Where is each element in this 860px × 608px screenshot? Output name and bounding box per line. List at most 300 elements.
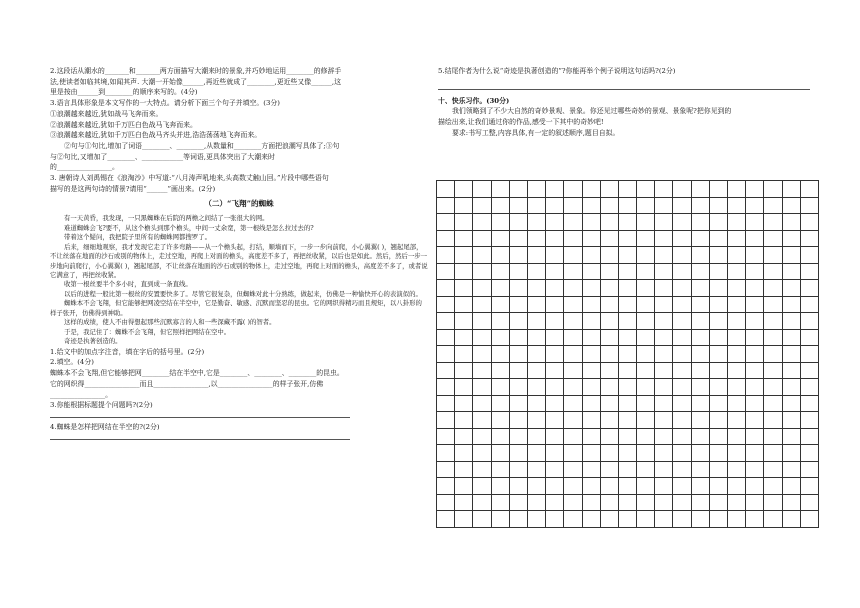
grid-cell[interactable]	[455, 197, 473, 214]
grid-cell[interactable]	[618, 181, 636, 198]
grid-cell[interactable]	[637, 280, 655, 297]
grid-cell[interactable]	[709, 494, 727, 511]
grid-cell[interactable]	[764, 214, 782, 231]
grid-cell[interactable]	[473, 428, 491, 445]
grid-cell[interactable]	[582, 395, 600, 412]
grid-cell[interactable]	[473, 346, 491, 363]
grid-cell[interactable]	[473, 445, 491, 462]
grid-cell[interactable]	[673, 346, 691, 363]
grid-cell[interactable]	[673, 412, 691, 429]
grid-cell[interactable]	[691, 263, 709, 280]
grid-cell[interactable]	[637, 197, 655, 214]
grid-cell[interactable]	[691, 197, 709, 214]
grid-cell[interactable]	[582, 412, 600, 429]
grid-cell[interactable]	[691, 461, 709, 478]
grid-cell[interactable]	[655, 346, 673, 363]
grid-cell[interactable]	[764, 362, 782, 379]
grid-cell[interactable]	[564, 494, 582, 511]
grid-cell[interactable]	[455, 181, 473, 198]
grid-cell[interactable]	[437, 181, 455, 198]
grid-cell[interactable]	[564, 181, 582, 198]
grid-cell[interactable]	[728, 214, 746, 231]
grid-cell[interactable]	[800, 478, 818, 495]
grid-cell[interactable]	[564, 478, 582, 495]
grid-cell[interactable]	[491, 379, 509, 396]
grid-cell[interactable]	[437, 214, 455, 231]
grid-cell[interactable]	[655, 214, 673, 231]
grid-cell[interactable]	[527, 181, 545, 198]
grid-cell[interactable]	[582, 296, 600, 313]
grid-cell[interactable]	[618, 511, 636, 528]
grid-cell[interactable]	[455, 494, 473, 511]
grid-cell[interactable]	[491, 329, 509, 346]
grid-cell[interactable]	[728, 313, 746, 330]
grid-cell[interactable]	[764, 280, 782, 297]
grid-cell[interactable]	[746, 197, 764, 214]
grid-cell[interactable]	[564, 395, 582, 412]
grid-cell[interactable]	[455, 395, 473, 412]
grid-cell[interactable]	[546, 247, 564, 264]
grid-cell[interactable]	[473, 197, 491, 214]
grid-cell[interactable]	[600, 214, 618, 231]
grid-cell[interactable]	[564, 247, 582, 264]
grid-cell[interactable]	[546, 329, 564, 346]
grid-cell[interactable]	[655, 428, 673, 445]
grid-cell[interactable]	[764, 230, 782, 247]
grid-cell[interactable]	[655, 362, 673, 379]
grid-cell[interactable]	[473, 379, 491, 396]
grid-cell[interactable]	[582, 445, 600, 462]
grid-cell[interactable]	[782, 197, 800, 214]
grid-cell[interactable]	[764, 494, 782, 511]
grid-cell[interactable]	[782, 478, 800, 495]
grid-cell[interactable]	[618, 346, 636, 363]
grid-cell[interactable]	[746, 445, 764, 462]
grid-cell[interactable]	[564, 214, 582, 231]
grid-cell[interactable]	[455, 346, 473, 363]
grid-cell[interactable]	[709, 445, 727, 462]
grid-cell[interactable]	[473, 247, 491, 264]
grid-cell[interactable]	[673, 247, 691, 264]
grid-cell[interactable]	[746, 511, 764, 528]
grid-cell[interactable]	[709, 412, 727, 429]
grid-cell[interactable]	[491, 263, 509, 280]
grid-cell[interactable]	[527, 478, 545, 495]
grid-cell[interactable]	[746, 313, 764, 330]
grid-cell[interactable]	[437, 511, 455, 528]
grid-cell[interactable]	[746, 362, 764, 379]
grid-cell[interactable]	[600, 511, 618, 528]
grid-cell[interactable]	[655, 247, 673, 264]
grid-cell[interactable]	[655, 280, 673, 297]
grid-cell[interactable]	[673, 379, 691, 396]
grid-cell[interactable]	[455, 296, 473, 313]
grid-cell[interactable]	[491, 181, 509, 198]
grid-cell[interactable]	[564, 428, 582, 445]
grid-cell[interactable]	[746, 214, 764, 231]
grid-cell[interactable]	[728, 362, 746, 379]
grid-cell[interactable]	[728, 478, 746, 495]
grid-cell[interactable]	[637, 478, 655, 495]
grid-cell[interactable]	[691, 247, 709, 264]
grid-cell[interactable]	[473, 511, 491, 528]
grid-cell[interactable]	[728, 511, 746, 528]
grid-cell[interactable]	[746, 296, 764, 313]
grid-cell[interactable]	[437, 230, 455, 247]
grid-cell[interactable]	[582, 214, 600, 231]
grid-cell[interactable]	[473, 313, 491, 330]
grid-cell[interactable]	[728, 247, 746, 264]
grid-cell[interactable]	[764, 296, 782, 313]
grid-cell[interactable]	[673, 263, 691, 280]
grid-cell[interactable]	[673, 494, 691, 511]
grid-cell[interactable]	[437, 362, 455, 379]
grid-cell[interactable]	[637, 461, 655, 478]
grid-cell[interactable]	[691, 181, 709, 198]
grid-cell[interactable]	[600, 478, 618, 495]
grid-cell[interactable]	[527, 230, 545, 247]
grid-cell[interactable]	[546, 379, 564, 396]
grid-cell[interactable]	[709, 214, 727, 231]
grid-cell[interactable]	[527, 280, 545, 297]
grid-cell[interactable]	[509, 445, 527, 462]
grid-cell[interactable]	[728, 280, 746, 297]
grid-cell[interactable]	[509, 461, 527, 478]
grid-cell[interactable]	[800, 247, 818, 264]
grid-cell[interactable]	[618, 197, 636, 214]
grid-cell[interactable]	[473, 412, 491, 429]
grid-cell[interactable]	[800, 346, 818, 363]
grid-cell[interactable]	[782, 346, 800, 363]
grid-cell[interactable]	[746, 412, 764, 429]
grid-cell[interactable]	[491, 197, 509, 214]
grid-cell[interactable]	[546, 296, 564, 313]
grid-cell[interactable]	[600, 379, 618, 396]
grid-cell[interactable]	[437, 313, 455, 330]
grid-cell[interactable]	[764, 412, 782, 429]
grid-cell[interactable]	[746, 280, 764, 297]
grid-cell[interactable]	[600, 362, 618, 379]
grid-cell[interactable]	[673, 362, 691, 379]
grid-cell[interactable]	[564, 296, 582, 313]
grid-cell[interactable]	[655, 511, 673, 528]
grid-cell[interactable]	[618, 362, 636, 379]
grid-cell[interactable]	[455, 263, 473, 280]
grid-cell[interactable]	[473, 214, 491, 231]
grid-cell[interactable]	[473, 263, 491, 280]
grid-cell[interactable]	[728, 197, 746, 214]
grid-cell[interactable]	[709, 296, 727, 313]
grid-cell[interactable]	[709, 395, 727, 412]
grid-cell[interactable]	[491, 247, 509, 264]
grid-cell[interactable]	[509, 313, 527, 330]
grid-cell[interactable]	[509, 511, 527, 528]
grid-cell[interactable]	[618, 412, 636, 429]
grid-cell[interactable]	[800, 362, 818, 379]
grid-cell[interactable]	[637, 263, 655, 280]
grid-cell[interactable]	[509, 296, 527, 313]
grid-cell[interactable]	[437, 280, 455, 297]
grid-cell[interactable]	[437, 247, 455, 264]
grid-cell[interactable]	[746, 263, 764, 280]
grid-cell[interactable]	[618, 428, 636, 445]
grid-cell[interactable]	[782, 461, 800, 478]
grid-cell[interactable]	[800, 214, 818, 231]
grid-cell[interactable]	[709, 461, 727, 478]
grid-cell[interactable]	[582, 511, 600, 528]
grid-cell[interactable]	[600, 181, 618, 198]
grid-cell[interactable]	[600, 494, 618, 511]
grid-cell[interactable]	[473, 395, 491, 412]
grid-cell[interactable]	[728, 379, 746, 396]
grid-cell[interactable]	[455, 412, 473, 429]
grid-cell[interactable]	[637, 214, 655, 231]
grid-cell[interactable]	[728, 263, 746, 280]
grid-cell[interactable]	[782, 395, 800, 412]
grid-cell[interactable]	[782, 280, 800, 297]
grid-cell[interactable]	[782, 214, 800, 231]
grid-cell[interactable]	[709, 247, 727, 264]
grid-cell[interactable]	[746, 428, 764, 445]
grid-cell[interactable]	[800, 313, 818, 330]
grid-cell[interactable]	[564, 313, 582, 330]
grid-cell[interactable]	[546, 280, 564, 297]
grid-cell[interactable]	[618, 247, 636, 264]
grid-cell[interactable]	[618, 379, 636, 396]
grid-cell[interactable]	[618, 280, 636, 297]
grid-cell[interactable]	[618, 230, 636, 247]
grid-cell[interactable]	[455, 280, 473, 297]
grid-cell[interactable]	[491, 362, 509, 379]
grid-cell[interactable]	[728, 181, 746, 198]
grid-cell[interactable]	[491, 296, 509, 313]
grid-cell[interactable]	[691, 280, 709, 297]
grid-cell[interactable]	[655, 379, 673, 396]
grid-cell[interactable]	[673, 445, 691, 462]
grid-cell[interactable]	[709, 197, 727, 214]
grid-cell[interactable]	[673, 313, 691, 330]
grid-cell[interactable]	[600, 461, 618, 478]
grid-cell[interactable]	[764, 445, 782, 462]
grid-cell[interactable]	[800, 511, 818, 528]
grid-cell[interactable]	[582, 461, 600, 478]
grid-cell[interactable]	[600, 412, 618, 429]
grid-cell[interactable]	[691, 346, 709, 363]
grid-cell[interactable]	[673, 181, 691, 198]
grid-cell[interactable]	[691, 478, 709, 495]
grid-cell[interactable]	[746, 329, 764, 346]
grid-cell[interactable]	[655, 197, 673, 214]
grid-cell[interactable]	[709, 313, 727, 330]
grid-cell[interactable]	[509, 181, 527, 198]
grid-cell[interactable]	[746, 247, 764, 264]
grid-cell[interactable]	[564, 511, 582, 528]
grid-cell[interactable]	[691, 296, 709, 313]
grid-cell[interactable]	[673, 511, 691, 528]
grid-cell[interactable]	[564, 412, 582, 429]
grid-cell[interactable]	[564, 362, 582, 379]
grid-cell[interactable]	[600, 296, 618, 313]
grid-cell[interactable]	[618, 494, 636, 511]
grid-cell[interactable]	[800, 494, 818, 511]
grid-cell[interactable]	[509, 379, 527, 396]
grid-cell[interactable]	[491, 214, 509, 231]
grid-cell[interactable]	[800, 197, 818, 214]
grid-cell[interactable]	[782, 296, 800, 313]
grid-cell[interactable]	[637, 346, 655, 363]
grid-cell[interactable]	[473, 280, 491, 297]
grid-cell[interactable]	[527, 395, 545, 412]
grid-cell[interactable]	[491, 230, 509, 247]
grid-cell[interactable]	[455, 329, 473, 346]
grid-cell[interactable]	[673, 197, 691, 214]
grid-cell[interactable]	[764, 379, 782, 396]
grid-cell[interactable]	[637, 296, 655, 313]
grid-cell[interactable]	[746, 494, 764, 511]
answer-line[interactable]	[50, 439, 350, 440]
grid-cell[interactable]	[437, 494, 455, 511]
grid-cell[interactable]	[782, 494, 800, 511]
grid-cell[interactable]	[509, 329, 527, 346]
grid-cell[interactable]	[782, 428, 800, 445]
grid-cell[interactable]	[473, 181, 491, 198]
grid-cell[interactable]	[764, 181, 782, 198]
grid-cell[interactable]	[618, 445, 636, 462]
grid-cell[interactable]	[782, 445, 800, 462]
grid-cell[interactable]	[800, 280, 818, 297]
grid-cell[interactable]	[655, 230, 673, 247]
grid-cell[interactable]	[709, 181, 727, 198]
grid-cell[interactable]	[691, 313, 709, 330]
grid-cell[interactable]	[582, 197, 600, 214]
grid-cell[interactable]	[582, 247, 600, 264]
grid-cell[interactable]	[455, 247, 473, 264]
grid-cell[interactable]	[673, 395, 691, 412]
grid-cell[interactable]	[600, 395, 618, 412]
grid-cell[interactable]	[709, 428, 727, 445]
grid-cell[interactable]	[527, 247, 545, 264]
grid-cell[interactable]	[491, 445, 509, 462]
grid-cell[interactable]	[527, 428, 545, 445]
grid-cell[interactable]	[691, 362, 709, 379]
grid-cell[interactable]	[746, 346, 764, 363]
grid-cell[interactable]	[527, 494, 545, 511]
grid-cell[interactable]	[655, 181, 673, 198]
grid-cell[interactable]	[564, 445, 582, 462]
grid-cell[interactable]	[637, 511, 655, 528]
grid-cell[interactable]	[800, 263, 818, 280]
grid-cell[interactable]	[782, 230, 800, 247]
grid-cell[interactable]	[782, 362, 800, 379]
grid-cell[interactable]	[473, 329, 491, 346]
grid-cell[interactable]	[673, 428, 691, 445]
grid-cell[interactable]	[509, 346, 527, 363]
grid-cell[interactable]	[437, 329, 455, 346]
grid-cell[interactable]	[455, 313, 473, 330]
grid-cell[interactable]	[527, 329, 545, 346]
grid-cell[interactable]	[546, 230, 564, 247]
grid-cell[interactable]	[546, 461, 564, 478]
grid-cell[interactable]	[691, 329, 709, 346]
grid-cell[interactable]	[509, 214, 527, 231]
grid-cell[interactable]	[637, 362, 655, 379]
answer-line[interactable]	[50, 417, 350, 418]
grid-cell[interactable]	[527, 445, 545, 462]
grid-cell[interactable]	[709, 329, 727, 346]
grid-cell[interactable]	[509, 478, 527, 495]
grid-cell[interactable]	[655, 494, 673, 511]
grid-cell[interactable]	[637, 329, 655, 346]
grid-cell[interactable]	[491, 478, 509, 495]
grid-cell[interactable]	[764, 428, 782, 445]
grid-cell[interactable]	[437, 445, 455, 462]
grid-cell[interactable]	[673, 461, 691, 478]
grid-cell[interactable]	[728, 445, 746, 462]
grid-cell[interactable]	[527, 379, 545, 396]
grid-cell[interactable]	[618, 313, 636, 330]
grid-cell[interactable]	[782, 313, 800, 330]
grid-cell[interactable]	[527, 346, 545, 363]
grid-cell[interactable]	[600, 329, 618, 346]
grid-cell[interactable]	[437, 197, 455, 214]
grid-cell[interactable]	[600, 445, 618, 462]
grid-cell[interactable]	[655, 296, 673, 313]
grid-cell[interactable]	[473, 461, 491, 478]
grid-cell[interactable]	[527, 461, 545, 478]
grid-cell[interactable]	[564, 280, 582, 297]
grid-cell[interactable]	[491, 511, 509, 528]
grid-cell[interactable]	[455, 362, 473, 379]
grid-cell[interactable]	[800, 445, 818, 462]
grid-cell[interactable]	[691, 494, 709, 511]
grid-cell[interactable]	[782, 181, 800, 198]
grid-cell[interactable]	[709, 478, 727, 495]
grid-cell[interactable]	[709, 280, 727, 297]
grid-cell[interactable]	[655, 263, 673, 280]
grid-cell[interactable]	[527, 197, 545, 214]
grid-cell[interactable]	[728, 230, 746, 247]
grid-cell[interactable]	[746, 461, 764, 478]
grid-cell[interactable]	[691, 445, 709, 462]
grid-cell[interactable]	[637, 230, 655, 247]
grid-cell[interactable]	[509, 494, 527, 511]
grid-cell[interactable]	[509, 247, 527, 264]
grid-cell[interactable]	[655, 313, 673, 330]
grid-cell[interactable]	[546, 214, 564, 231]
grid-cell[interactable]	[437, 379, 455, 396]
grid-cell[interactable]	[564, 346, 582, 363]
grid-cell[interactable]	[437, 461, 455, 478]
grid-cell[interactable]	[655, 478, 673, 495]
grid-cell[interactable]	[600, 346, 618, 363]
grid-cell[interactable]	[600, 263, 618, 280]
grid-cell[interactable]	[782, 511, 800, 528]
grid-cell[interactable]	[800, 461, 818, 478]
grid-cell[interactable]	[509, 263, 527, 280]
grid-cell[interactable]	[546, 395, 564, 412]
grid-cell[interactable]	[546, 181, 564, 198]
grid-cell[interactable]	[546, 412, 564, 429]
grid-cell[interactable]	[673, 329, 691, 346]
grid-cell[interactable]	[800, 379, 818, 396]
grid-cell[interactable]	[509, 412, 527, 429]
grid-cell[interactable]	[691, 511, 709, 528]
grid-cell[interactable]	[473, 362, 491, 379]
grid-cell[interactable]	[491, 461, 509, 478]
grid-cell[interactable]	[437, 296, 455, 313]
grid-cell[interactable]	[564, 263, 582, 280]
grid-cell[interactable]	[709, 379, 727, 396]
